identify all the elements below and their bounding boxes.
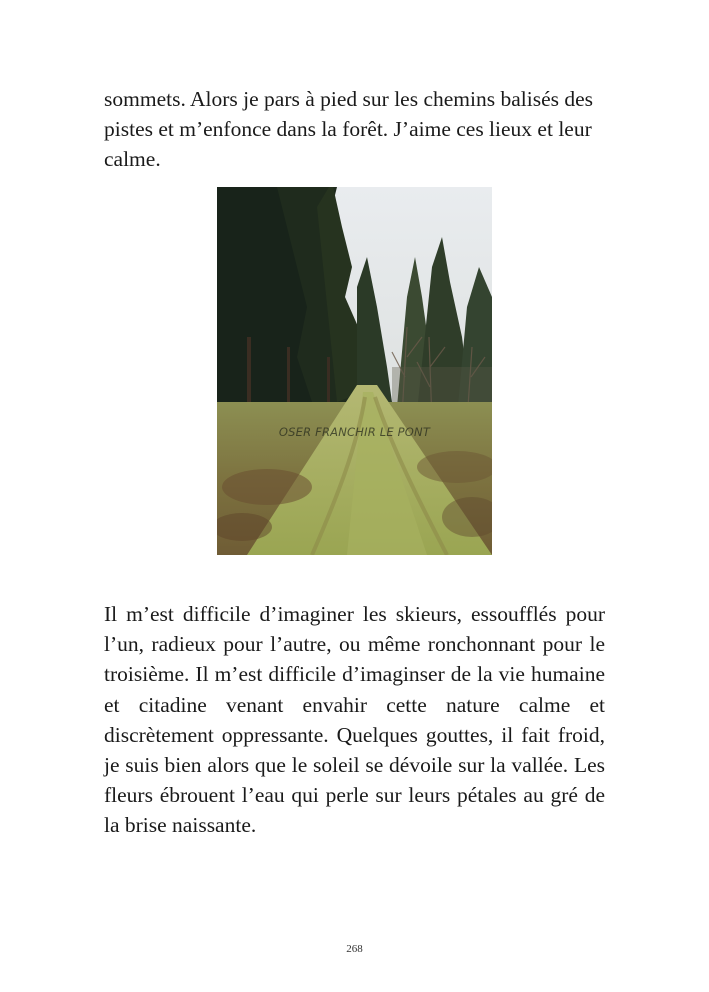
forest-path-photo: [217, 187, 492, 555]
main-paragraph: Il m’est difficile d’imaginer les skieurs, essoufflés pour l’un, radieux pour l’autre, ou même ronchonnant pour le troisième. Il m’est difficile d’imaginser de la vie humaine et citadine venant envahir cette nature calme et discrètement oppressante. Quelques gouttes, il fait froid, je suis bien alors que le soleil se dévoile sur la vallée. Les fleurs ébrouent l’eau qui perle sur leurs pétales au gré de la brise naissante.: [104, 602, 605, 838]
top-paragraph: sommets. Alors je pars à pied sur les chemins balisés des pistes et m’enfonce dans la forêt. J’aime ces lieux et leur calme.: [104, 87, 594, 171]
page-number: 268: [346, 943, 363, 955]
photo-watermark: OSER FRANCHIR LE PONT: [278, 425, 431, 439]
